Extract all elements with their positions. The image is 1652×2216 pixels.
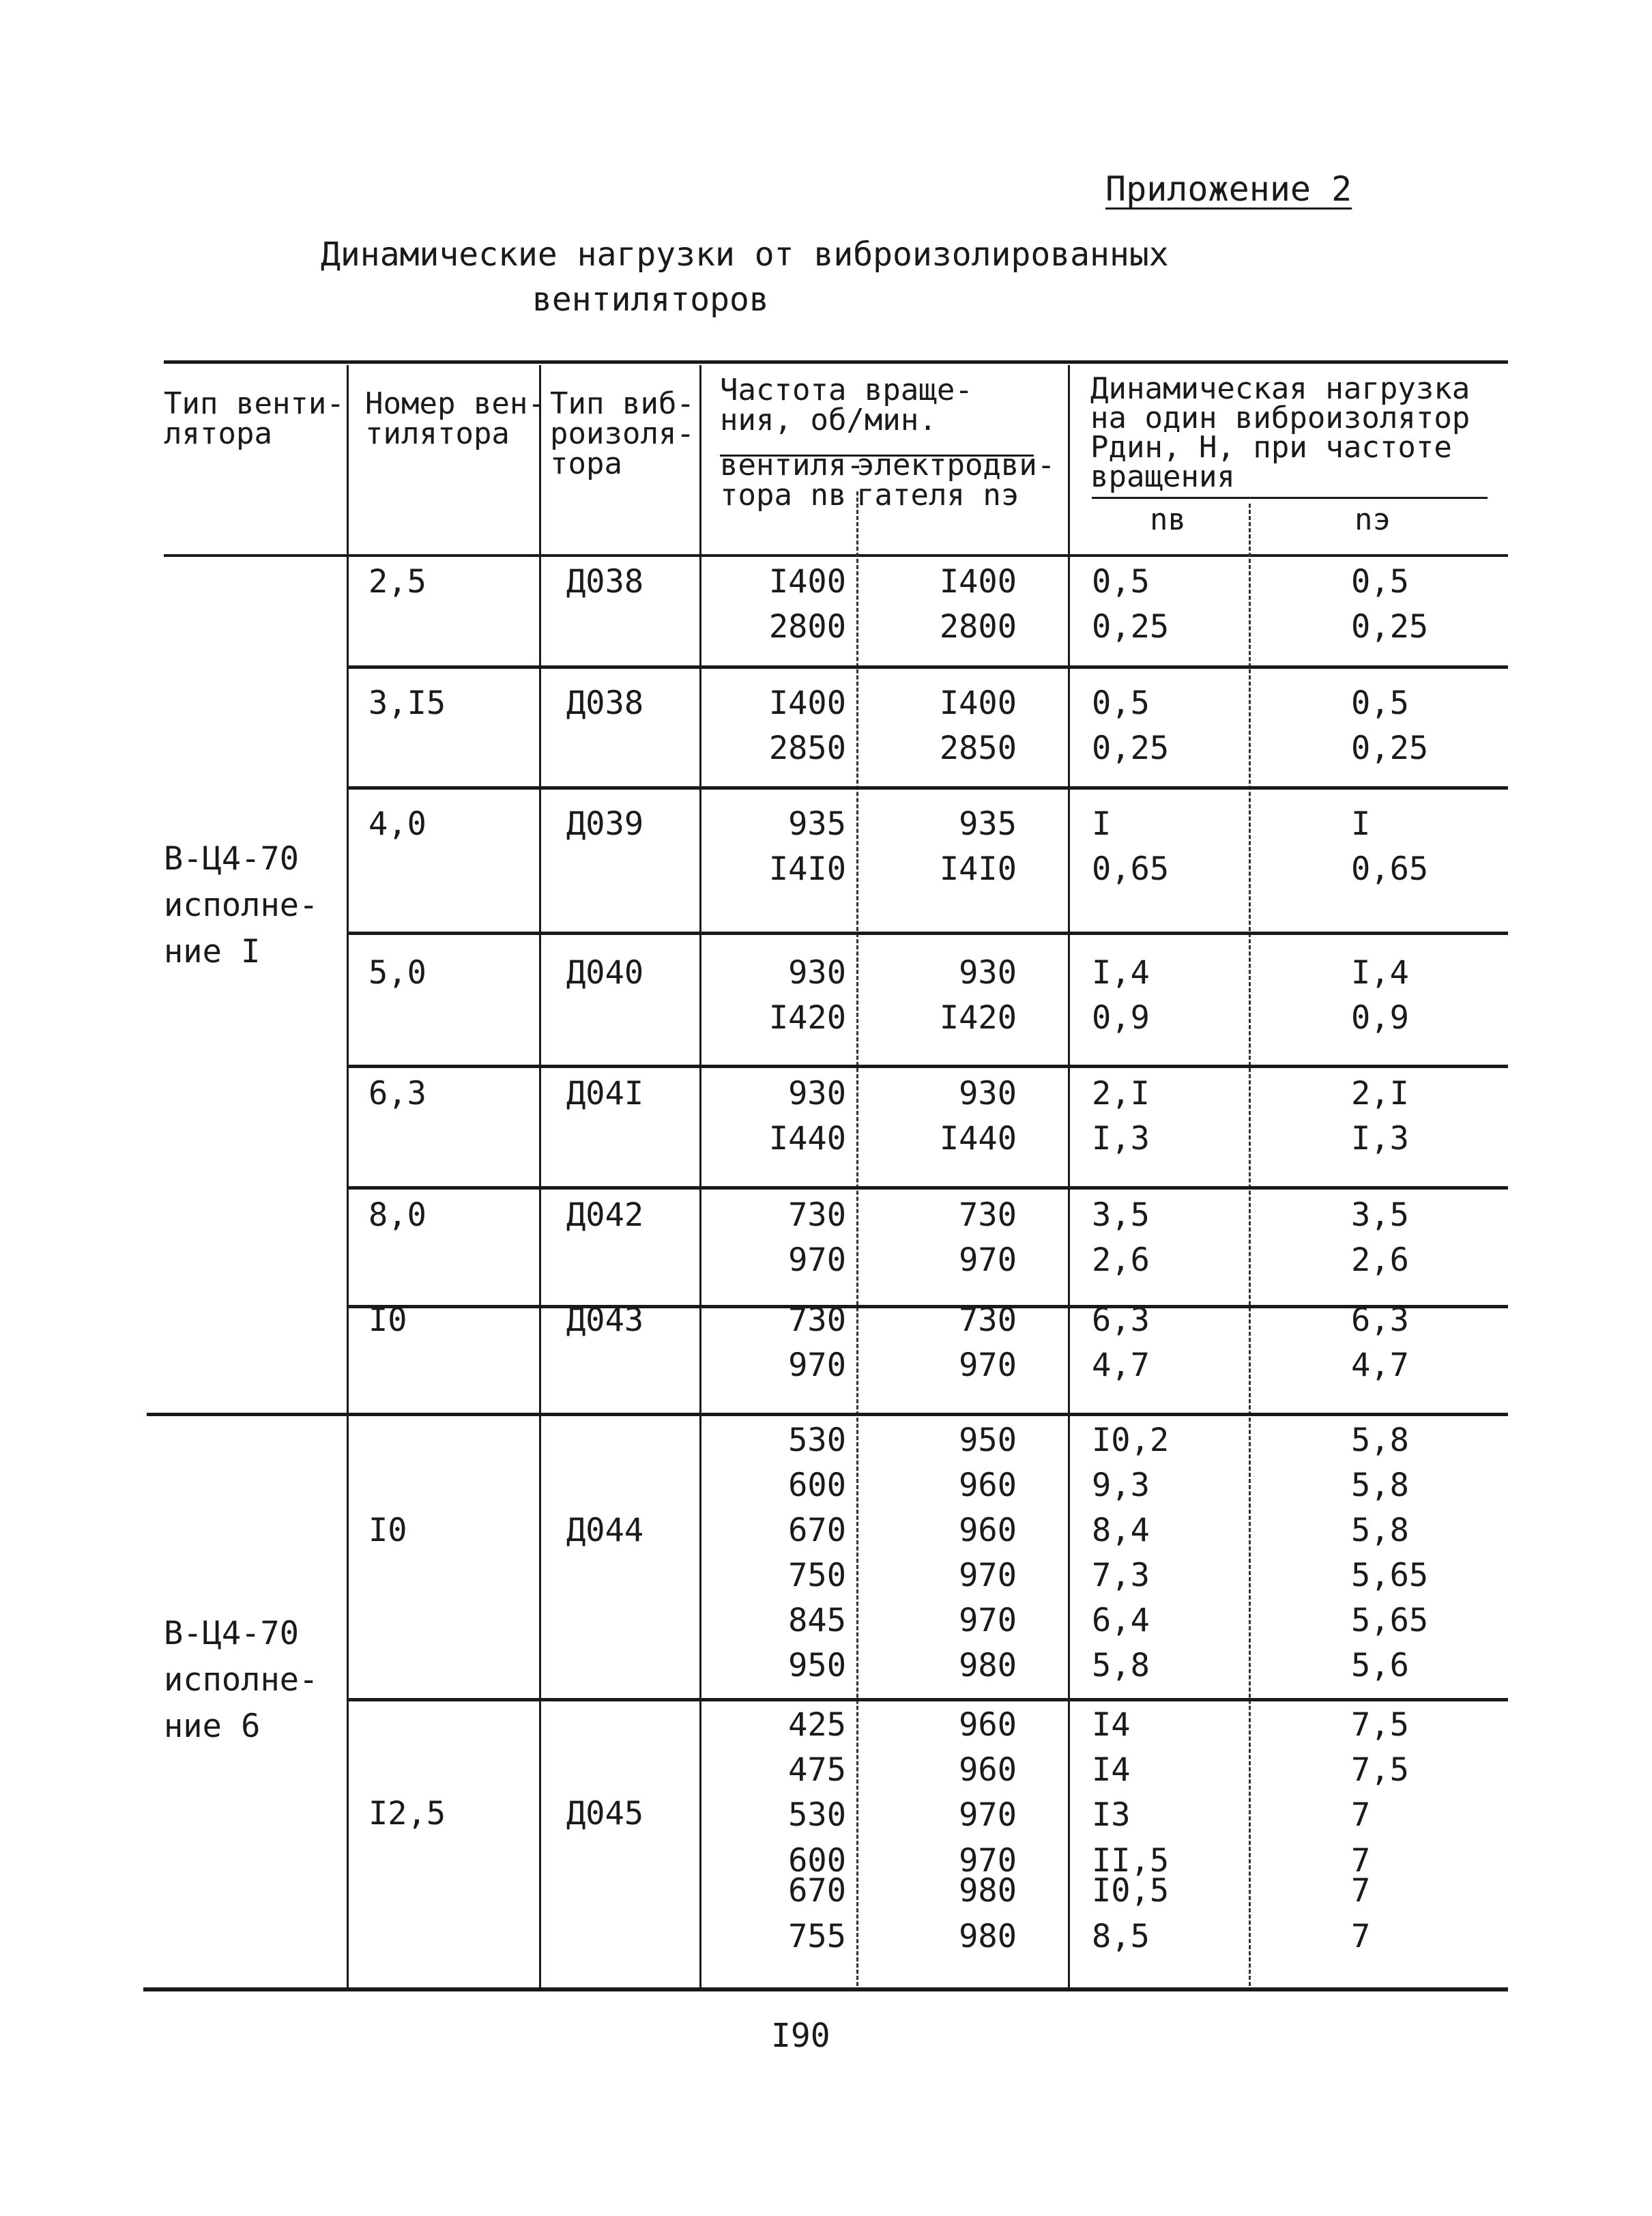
table-cell: 7 xyxy=(1351,1918,1371,1955)
table-cell: 935 xyxy=(959,805,1017,843)
motor-speed-cell xyxy=(880,951,1017,1041)
table-cell: 960 xyxy=(959,1706,1017,1744)
fan-number-cell: 4,0 xyxy=(368,805,426,843)
table-cell: 475 xyxy=(788,1751,846,1789)
load-ne-cell xyxy=(1351,1193,1474,1283)
load-ne-cell xyxy=(1351,951,1474,1041)
col-rule-load xyxy=(1068,365,1070,1989)
table-cell: 7,5 xyxy=(1351,1706,1409,1744)
table-cell: 970 xyxy=(788,1241,846,1279)
table-cell: 8,5 xyxy=(1092,1918,1150,1955)
motor-speed-cell xyxy=(880,681,1017,771)
title-line-1: Динамические нагрузки от виброизолированных xyxy=(321,235,1169,274)
row-separator-rule xyxy=(347,932,1508,935)
table-cell: 0,25 xyxy=(1351,730,1429,767)
motor-speed-cell xyxy=(880,560,1017,650)
table-cell: 7 xyxy=(1351,1872,1371,1910)
table-cell: 530 xyxy=(788,1796,846,1834)
table-cell: I420 xyxy=(939,999,1017,1037)
table-cell: 930 xyxy=(788,954,846,992)
isolator-type-cell: Д040 xyxy=(566,954,644,992)
table-cell: 845 xyxy=(788,1602,846,1639)
col-header-speed-fan: вентиля- тора nв xyxy=(720,448,865,513)
load-nv-cell xyxy=(1092,1298,1262,1388)
group-separator-rule xyxy=(147,1413,1508,1416)
col-header-load: Динамическая нагрузка на один виброизолятор Pдин, Н, при частоте вращения xyxy=(1090,371,1470,494)
col-header-speed: Частота враще- ния, об/мин. xyxy=(720,373,973,437)
table-cell: I0,5 xyxy=(1092,1872,1170,1910)
load-ne-cell xyxy=(1351,681,1474,771)
table-cell: 0,5 xyxy=(1351,563,1409,601)
table-cell: 6,4 xyxy=(1092,1602,1150,1639)
col-header-fan-number: Номер вен- тилятора xyxy=(365,386,546,451)
table-cell: 730 xyxy=(788,1196,846,1234)
table-cell: 670 xyxy=(788,1872,846,1910)
table-cell: 425 xyxy=(788,1706,846,1744)
motor-speed-cell xyxy=(880,802,1017,892)
table-cell: 2850 xyxy=(768,730,846,767)
table-cell: 5,8 xyxy=(1351,1422,1409,1459)
table-cell: 5,8 xyxy=(1351,1512,1409,1549)
fan-speed-cell xyxy=(710,681,846,771)
load-nv-cell xyxy=(1092,681,1262,771)
table-cell: 5,65 xyxy=(1351,1557,1429,1594)
table-cell: I,3 xyxy=(1351,1120,1409,1157)
table-cell: 5,8 xyxy=(1092,1647,1150,1684)
table-cell: 935 xyxy=(788,805,846,843)
table-cell: 970 xyxy=(959,1842,1017,1880)
table-cell: I400 xyxy=(768,685,846,722)
table-cell: 930 xyxy=(959,1075,1017,1112)
table-cell: 670 xyxy=(788,1512,846,1549)
load-nv-cell xyxy=(1092,1193,1262,1283)
table-cell: 0,65 xyxy=(1351,850,1429,888)
table-cell: 970 xyxy=(959,1241,1017,1279)
fan-speed-cell xyxy=(710,1071,846,1162)
load-ne-cell xyxy=(1351,1418,1474,1688)
table-cell: 0,9 xyxy=(1092,999,1150,1037)
table-cell: 755 xyxy=(788,1918,846,1955)
table-cell: 2,I xyxy=(1351,1075,1409,1112)
table-cell: I420 xyxy=(768,999,846,1037)
table-cell: 930 xyxy=(788,1075,846,1112)
col-rule-isolator xyxy=(539,365,541,1989)
load-nv-cell xyxy=(1092,951,1262,1041)
col-rule-speed-split xyxy=(856,491,858,1986)
table-cell: 0,25 xyxy=(1092,730,1170,767)
isolator-type-cell: Д043 xyxy=(566,1301,644,1339)
row-separator-rule xyxy=(347,665,1508,669)
table-cell: 2800 xyxy=(768,608,846,646)
fan-speed-cell xyxy=(710,1418,846,1688)
table-cell: I400 xyxy=(768,563,846,601)
table-cell: 970 xyxy=(959,1796,1017,1834)
isolator-type-cell: Д039 xyxy=(566,805,644,843)
fan-speed-cell xyxy=(710,1703,846,1838)
fan-speed-cell xyxy=(710,1193,846,1283)
col-header-load-nv: nв xyxy=(1150,502,1186,537)
motor-speed-cell xyxy=(880,1703,1017,1838)
table-cell: 5,8 xyxy=(1351,1467,1409,1504)
table-cell: 960 xyxy=(959,1467,1017,1504)
table-cell: 7 xyxy=(1351,1842,1371,1880)
table-cell: 970 xyxy=(788,1347,846,1384)
table-cell: I0,2 xyxy=(1092,1422,1170,1459)
load-ne-cell xyxy=(1351,1071,1474,1162)
table-cell: 600 xyxy=(788,1467,846,1504)
table-cell: 960 xyxy=(959,1512,1017,1549)
table-cell: 2,6 xyxy=(1092,1241,1150,1279)
isolator-type-cell: Д045 xyxy=(566,1795,644,1832)
table-cell: 7,5 xyxy=(1351,1751,1409,1789)
table-cell: 730 xyxy=(959,1196,1017,1234)
col-rule-speed xyxy=(699,365,701,1989)
table-cell: 980 xyxy=(959,1872,1017,1910)
motor-speed-cell xyxy=(880,1842,1017,1910)
row-separator-rule xyxy=(347,1065,1508,1068)
fan-speed-cell xyxy=(710,1842,846,1910)
motor-speed-cell xyxy=(880,1418,1017,1688)
table-cell: 530 xyxy=(788,1422,846,1459)
fan-speed-cell xyxy=(710,560,846,650)
fan-number-cell: 5,0 xyxy=(368,954,426,992)
table-cell: 6,3 xyxy=(1092,1301,1150,1339)
table-cell: 970 xyxy=(959,1602,1017,1639)
table-cell: 930 xyxy=(959,954,1017,992)
motor-speed-cell xyxy=(880,1071,1017,1162)
isolator-type-cell: Д038 xyxy=(566,685,644,722)
row-separator-rule xyxy=(347,786,1508,790)
table-cell: I400 xyxy=(939,685,1017,722)
title-line-2: вентиляторов xyxy=(532,280,769,319)
col-header-fan-type: Тип венти- лятора xyxy=(164,386,345,451)
table-cell: I440 xyxy=(768,1120,846,1157)
fan-number-cell: I2,5 xyxy=(368,1795,446,1832)
table-cell: 0,25 xyxy=(1351,608,1429,646)
isolator-type-cell: Д038 xyxy=(566,563,644,601)
table-cell: I400 xyxy=(939,563,1017,601)
fan-speed-cell xyxy=(710,802,846,892)
table-cell: 0,9 xyxy=(1351,999,1409,1037)
table-cell: 980 xyxy=(959,1918,1017,1955)
load-nv-cell xyxy=(1092,560,1262,650)
load-nv-cell xyxy=(1092,1703,1262,1838)
table-cell: 600 xyxy=(788,1842,846,1880)
table-cell: 750 xyxy=(788,1557,846,1594)
load-nv-cell xyxy=(1092,1418,1262,1688)
table-cell: 0,25 xyxy=(1092,608,1170,646)
table-cell: 2850 xyxy=(939,730,1017,767)
table-cell: 7,3 xyxy=(1092,1557,1150,1594)
table-cell: 0,65 xyxy=(1092,850,1170,888)
table-cell: I4I0 xyxy=(768,850,846,888)
table-cell: I440 xyxy=(939,1120,1017,1157)
table-cell: I,3 xyxy=(1092,1120,1150,1157)
table-cell: I4I0 xyxy=(939,850,1017,888)
table-bottom-rule xyxy=(143,1987,1508,1991)
table-cell: 970 xyxy=(959,1557,1017,1594)
table-cell: 6,3 xyxy=(1351,1301,1409,1339)
table-cell: 950 xyxy=(788,1647,846,1684)
motor-speed-cell xyxy=(880,1298,1017,1388)
fan-number-cell: 3,I5 xyxy=(368,685,446,722)
fan-speed-cell xyxy=(710,951,846,1041)
load-ne-cell xyxy=(1351,560,1474,650)
table-cell: I3 xyxy=(1092,1796,1131,1834)
table-cell: 4,7 xyxy=(1351,1347,1409,1384)
table-cell: 0,5 xyxy=(1351,685,1409,722)
row-separator-rule xyxy=(347,1698,1508,1701)
fan-number-cell: I0 xyxy=(368,1512,407,1549)
table-cell: I xyxy=(1351,805,1371,843)
row-separator-rule xyxy=(347,1186,1508,1190)
isolator-type-cell: Д044 xyxy=(566,1512,644,1549)
load-ne-cell xyxy=(1351,1298,1474,1388)
col-header-speed-motor: электродви- гателя nэ xyxy=(856,448,1056,513)
table-cell: 4,7 xyxy=(1092,1347,1150,1384)
motor-speed-cell xyxy=(880,1193,1017,1283)
table-cell: II,5 xyxy=(1092,1842,1170,1880)
col-header-isolator-type: Тип виб- роизоля- тора xyxy=(550,386,695,481)
table-cell: 950 xyxy=(959,1422,1017,1459)
isolator-type-cell: Д04I xyxy=(566,1075,644,1112)
table-cell: 3,5 xyxy=(1092,1196,1150,1234)
table-cell: 7 xyxy=(1351,1796,1371,1834)
table-cell: 980 xyxy=(959,1647,1017,1684)
table-cell: I xyxy=(1092,805,1112,843)
fan-number-cell: I0 xyxy=(368,1301,407,1339)
load-subheader-rule xyxy=(1092,497,1488,499)
table-cell: I4 xyxy=(1092,1706,1131,1744)
fan-number-cell: 6,3 xyxy=(368,1075,426,1112)
table-cell: 730 xyxy=(788,1301,846,1339)
table-cell: 970 xyxy=(959,1347,1017,1384)
table-cell: I,4 xyxy=(1351,954,1409,992)
table-cell: 8,4 xyxy=(1092,1512,1150,1549)
table-cell: 0,5 xyxy=(1092,685,1150,722)
table-cell: 5,65 xyxy=(1351,1602,1429,1639)
fan-type-1: В-Ц4-70 исполне- ние I xyxy=(164,840,319,970)
table-cell: 730 xyxy=(959,1301,1017,1339)
fan-speed-cell xyxy=(710,1298,846,1388)
load-ne-cell xyxy=(1351,802,1474,892)
table-top-rule xyxy=(164,360,1508,364)
fan-type-2: В-Ц4-70 исполне- ние 6 xyxy=(164,1615,319,1745)
load-nv-cell xyxy=(1092,802,1262,892)
load-ne-cell xyxy=(1351,1842,1474,1910)
header-bottom-rule xyxy=(164,554,1508,557)
load-ne-cell xyxy=(1351,1703,1474,1838)
col-header-load-ne: nэ xyxy=(1354,502,1391,537)
table-cell: 2800 xyxy=(939,608,1017,646)
table-cell: I,4 xyxy=(1092,954,1150,992)
fan-number-cell: 2,5 xyxy=(368,563,426,601)
appendix-label: Приложение 2 xyxy=(1105,169,1352,209)
load-nv-cell xyxy=(1092,1071,1262,1162)
table-cell: 3,5 xyxy=(1351,1196,1409,1234)
page-number: I90 xyxy=(771,2017,830,2055)
isolator-type-cell: Д042 xyxy=(566,1196,644,1234)
table-cell: 5,6 xyxy=(1351,1647,1409,1684)
load-nv-cell xyxy=(1092,1842,1262,1910)
fan-number-cell: 8,0 xyxy=(368,1196,426,1234)
table-cell: 960 xyxy=(959,1751,1017,1789)
table-cell: 0,5 xyxy=(1092,563,1150,601)
table-cell: 9,3 xyxy=(1092,1467,1150,1504)
table-cell: 2,I xyxy=(1092,1075,1150,1112)
table-cell: 2,6 xyxy=(1351,1241,1409,1279)
table-cell: I4 xyxy=(1092,1751,1131,1789)
